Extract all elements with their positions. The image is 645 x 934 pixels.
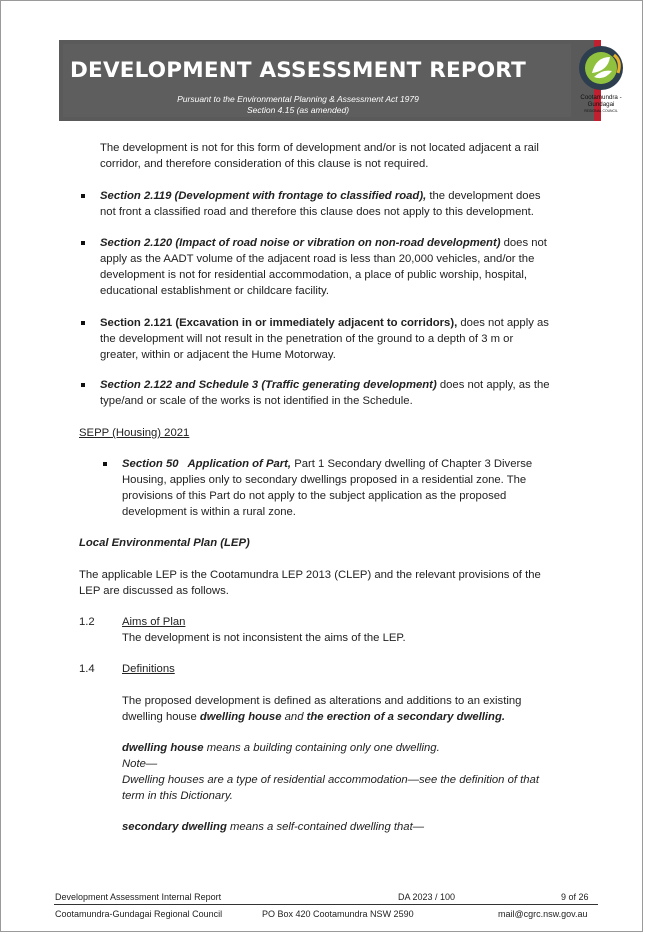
bullet-marker <box>103 462 107 466</box>
footer-report-name: Development Assessment Internal Report <box>55 892 222 902</box>
bullet-2-120-line-3: development is not for residential accommodation, a place of public worship, hospital, <box>100 269 528 281</box>
lep-intro-line-2: LEP are discussed as follows. <box>79 585 229 597</box>
logo-text-line1: Cootamundra - <box>580 94 622 101</box>
secondary-dwelling-term: secondary dwelling <box>122 821 227 833</box>
bullet-2-121-line-1 <box>100 315 549 331</box>
bullet-text: does not apply, as the <box>436 379 550 391</box>
bullet-2-120-line-2: apply as the AADT volume of the adjacent road is less than 20,000 vehicles, and/or the <box>100 253 535 265</box>
bullet-text: Part 1 Secondary dwelling of Chapter 3 Diverse <box>291 458 533 470</box>
intro-line-1: The development is not for this form of development and/or is not located adjacent a rail <box>100 142 539 154</box>
clause-title-definitions: Definitions <box>122 663 175 675</box>
definition-term: dwelling house <box>199 711 282 723</box>
bullet-text: does not <box>500 237 547 249</box>
section-2-121-heading: Section 2.121 (Excavation in or immediately adjacent to corridors), <box>100 317 458 329</box>
bullet-2-119-line-2: not front a classified road and therefore this clause does not apply to this development. <box>100 206 534 218</box>
report-title: DEVELOPMENT ASSESSMENT REPORT <box>70 58 526 83</box>
note-label: Note— <box>122 758 158 770</box>
bullet-2-119-line-1 <box>100 188 541 204</box>
clause-number-1-4: 1.4 <box>79 663 95 675</box>
sepp-item-line-1 <box>122 456 532 472</box>
lep-intro-line-1: The applicable LEP is the Cootamundra LEP 2013 (CLEP) and the relevant provisions of the <box>79 569 541 581</box>
definition-text: means a self-contained dwelling that— <box>226 821 425 833</box>
definition-line-1: The proposed development is defined as alterations and additions to an existing <box>122 695 522 707</box>
dwelling-house-term: dwelling house <box>122 742 204 754</box>
bullet-2-122-line-1 <box>100 377 550 393</box>
lep-heading: Local Environmental Plan (LEP) <box>79 537 250 549</box>
sepp-item-line-2: Housing, applies only to secondary dwellings proposed in a residential zone. The <box>122 474 527 486</box>
definition-text: dwelling house <box>122 711 200 723</box>
footer-divider <box>54 904 598 905</box>
definition-term: the erection of a secondary dwelling. <box>306 711 505 723</box>
bullet-marker <box>81 383 85 387</box>
bullet-2-121-line-2: the development will not result in the penetration of the ground to a depth of 3 m or <box>100 333 514 345</box>
definition-line-2 <box>122 709 505 725</box>
footer-da-number: DA 2023 / 100 <box>398 892 456 902</box>
definition-text: and <box>281 711 307 723</box>
note-line-2: term in this Dictionary. <box>122 790 233 802</box>
footer-email: mail@cgrc.nsw.gov.au <box>498 909 588 919</box>
footer-po-box: PO Box 420 Cootamundra NSW 2590 <box>262 909 414 919</box>
secondary-dwelling-definition <box>122 819 424 835</box>
bullet-marker <box>81 241 85 245</box>
note-line-1: Dwelling houses are a type of residential accommodation—see the definition of that <box>122 774 539 786</box>
bullet-2-120-line-1 <box>100 235 547 251</box>
logo-text-line3: REGIONAL COUNCIL <box>584 109 618 113</box>
section-2-122-heading: Section 2.122 and Schedule 3 (Traffic generating development) <box>100 379 437 391</box>
intro-line-2: corridor, and therefore consideration of this clause is not required. <box>100 158 429 170</box>
sepp-item-line-4: development is within a rural zone. <box>122 506 296 518</box>
section-2-120-heading: Section 2.120 (Impact of road noise or vibration on non-road development) <box>100 237 501 249</box>
sepp-housing-heading: SEPP (Housing) 2021 <box>79 427 190 439</box>
bullet-text: the development does <box>426 190 541 202</box>
footer-page-number: 9 of 26 <box>561 892 589 902</box>
clause-text-aims: The development is not inconsistent the aims of the LEP. <box>122 632 406 644</box>
section-50-heading: Section 50 Application of Part, <box>122 458 292 470</box>
footer-council-name: Cootamundra-Gundagai Regional Council <box>55 909 223 919</box>
definition-text: means a building containing only one dwelling. <box>203 742 440 754</box>
bullet-text: does not apply as <box>457 317 549 329</box>
header-subtitle-act: Pursuant to the Environmental Planning & Assessment Act 1979 <box>177 94 419 104</box>
logo-text-line2: Gundagai <box>587 101 615 108</box>
dwelling-house-definition <box>122 740 440 756</box>
section-2-119-heading: Section 2.119 (Development with frontage to classified road), <box>100 190 427 202</box>
clause-number-1-2: 1.2 <box>79 616 95 628</box>
header-subtitle-section: Section 4.15 (as amended) <box>246 105 350 115</box>
sepp-item-line-3: provisions of this Part do not apply to the subject application as the proposed <box>122 490 507 502</box>
report-body <box>1 1 644 933</box>
bullet-2-120-line-4: educational establishment or childcare facility. <box>100 285 329 297</box>
bullet-marker <box>81 321 85 325</box>
clause-title-aims-of-plan: Aims of Plan <box>122 616 186 628</box>
bullet-2-121-line-3: greater, within or adjacent the Hume Motorway. <box>100 349 336 361</box>
bullet-marker <box>81 194 85 198</box>
bullet-2-122-line-2: type/and or scale of the works is not identified in the Schedule. <box>100 395 413 407</box>
